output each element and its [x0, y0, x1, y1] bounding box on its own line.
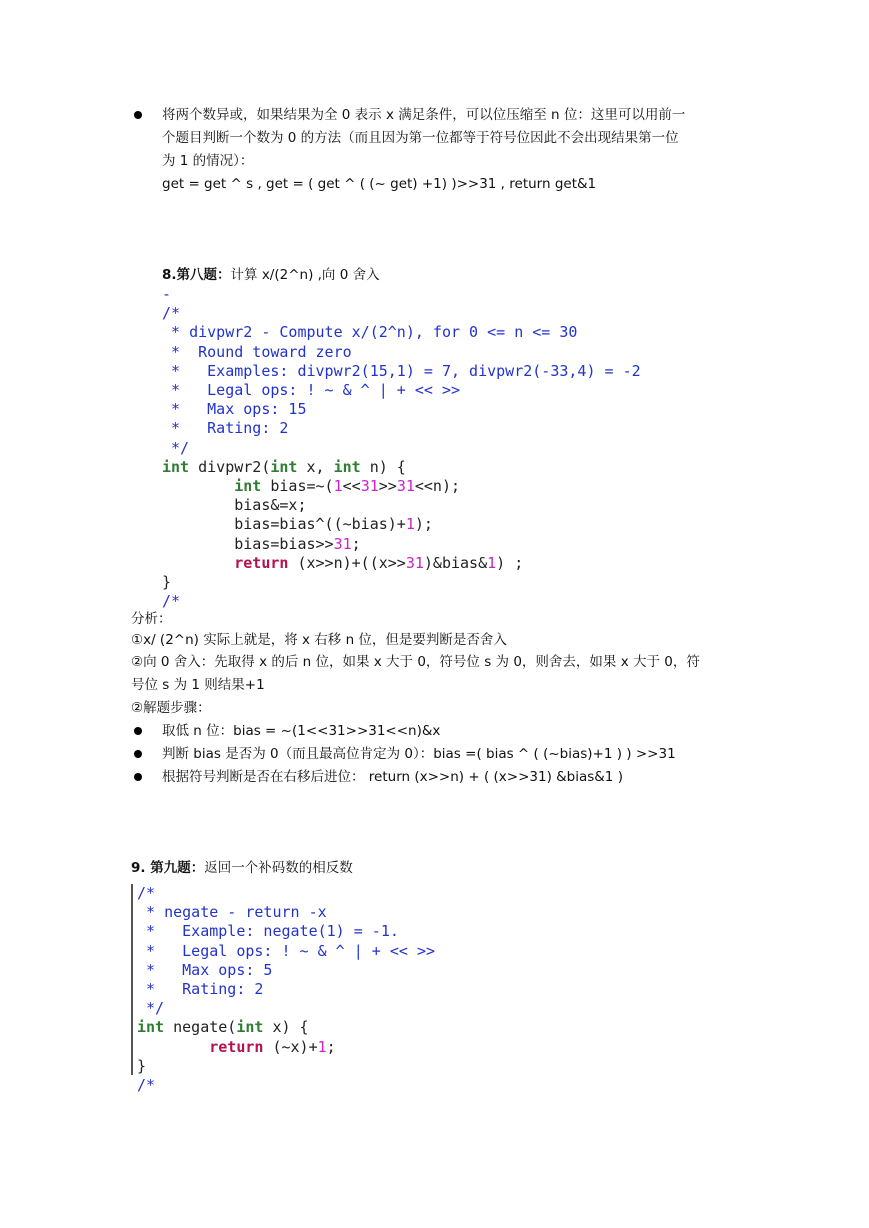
code-text: <<	[342, 477, 361, 496]
code-keyword: int	[333, 457, 361, 476]
heading-text: 返回一个补码数的相反数	[204, 860, 353, 876]
code-left-border	[131, 884, 133, 1075]
formula-line: get = get ^ s , get = ( get ^ ( (~ get) +1) )>>31 , return get&1	[162, 176, 597, 192]
analysis-line: ②解题步骤：	[131, 700, 211, 716]
code-text: }	[137, 1056, 147, 1075]
code-line: */	[137, 999, 165, 1018]
code-text: n) {	[360, 457, 406, 476]
code-line: * Max ops: 15	[162, 400, 307, 419]
code-line: * Rating: 2	[162, 419, 289, 438]
code-text: (x>>n)+((x>>	[288, 553, 406, 572]
code-number: 1	[317, 1037, 327, 1056]
code-keyword: return	[234, 553, 289, 572]
code-number: 31	[333, 534, 352, 553]
step-item: 判断 bias 是否为 0（而且最高位肯定为 0）：bias =( bias ^ ( (~bias)+1 ) ) >>31	[162, 746, 676, 762]
code-text: divpwr2(	[189, 457, 271, 476]
code-text: bias=bias>>	[234, 534, 334, 553]
paragraph-line: 为 1 的情况）：	[162, 153, 254, 169]
code-line: * Round toward zero	[162, 342, 352, 361]
code-keyword: int	[270, 457, 298, 476]
code-text: x,	[297, 457, 334, 476]
code-number: 1	[487, 553, 497, 572]
code-text: );	[414, 515, 433, 534]
code-line: /*	[137, 1076, 156, 1095]
code-text: >>	[378, 477, 397, 496]
heading-number: 9. 第九题：	[131, 860, 205, 876]
code-number: 1	[333, 477, 343, 496]
bullet-icon	[134, 773, 142, 781]
code-text: (~x)+	[263, 1037, 318, 1056]
code-text: }	[162, 573, 172, 592]
section-heading	[162, 264, 380, 286]
code-line: * Max ops: 5	[137, 960, 273, 979]
code-line: -	[162, 285, 172, 303]
code-line: * Examples: divpwr2(15,1) = 7, divpwr2(-33,4) = -2	[162, 361, 641, 380]
analysis-line: 号位 s 为 1 则结果+1	[131, 677, 265, 693]
analysis-title: 分析：	[131, 611, 172, 627]
paragraph-line: 将两个数异或，如果结果为全 0 表示 x 满足条件，可以位压缩至 n 位：这里可以用前一	[162, 107, 686, 123]
code-line: * Example: negate(1) = -1.	[137, 922, 399, 941]
code-text: )&bias&	[423, 553, 488, 572]
code-text: ) ;	[496, 553, 524, 572]
code-line: * Legal ops: ! ~ & ^ | + << >>	[137, 941, 436, 960]
paragraph-line: 个题目判断一个数为 0 的方法（而且因为第一位都等于符号位因此不会出现结果第一位	[162, 130, 679, 146]
code-number: 31	[396, 477, 415, 496]
bullet-icon	[134, 727, 142, 735]
code-line: */	[162, 438, 190, 457]
code-text: bias&=x;	[234, 496, 307, 515]
code-keyword: return	[209, 1037, 264, 1056]
heading-number: 8.第八题：	[162, 267, 231, 283]
code-line: /*	[162, 592, 181, 611]
step-item: 根据符号判断是否在右移后进位： return (x>>n) + ( (x>>31) &bias&1 )	[162, 769, 623, 785]
code-text: <<n);	[414, 477, 461, 496]
code-text: ;	[326, 1037, 336, 1056]
code-line: * negate - return -x	[137, 903, 327, 922]
step-item: 取低 n 位：bias = ~(1<<31>>31<<n)&x	[162, 723, 441, 739]
analysis-line: ②向 0 舍入：先取得 x 的后 n 位，如果 x 大于 0，符号位 s 为 0，则舍去，如果 x 大于 0，符	[131, 654, 700, 670]
bullet-icon	[134, 750, 142, 758]
code-text: negate(	[164, 1018, 237, 1037]
code-keyword: int	[162, 457, 190, 476]
code-line: /*	[162, 304, 181, 323]
code-keyword: int	[137, 1018, 165, 1037]
code-text: ;	[351, 534, 361, 553]
section-heading	[131, 857, 353, 879]
code-block-negate	[137, 884, 435, 1095]
code-line: * divpwr2 - Compute x/(2^n), for 0 <= n <= 30	[162, 323, 578, 342]
code-line: * Legal ops: ! ~ & ^ | + << >>	[162, 381, 461, 400]
code-number: 1	[405, 515, 415, 534]
code-line: * Rating: 2	[137, 980, 264, 999]
code-number: 31	[405, 553, 424, 572]
code-text: bias=~(	[261, 477, 334, 496]
code-number: 31	[360, 477, 379, 496]
code-text: x) {	[263, 1018, 309, 1037]
code-keyword: int	[236, 1018, 264, 1037]
code-text: bias=bias^((~bias)+	[234, 515, 406, 534]
bullet-icon	[134, 111, 142, 119]
heading-text: 计算 x/(2^n) ,向 0 舍入	[230, 267, 380, 283]
analysis-line: ①x/ (2^n) 实际上就是，将 x 右移 n 位，但是要判断是否舍入	[131, 632, 507, 648]
code-block-divpwr2	[162, 285, 641, 611]
code-keyword: int	[234, 477, 262, 496]
code-line: /*	[137, 884, 156, 902]
